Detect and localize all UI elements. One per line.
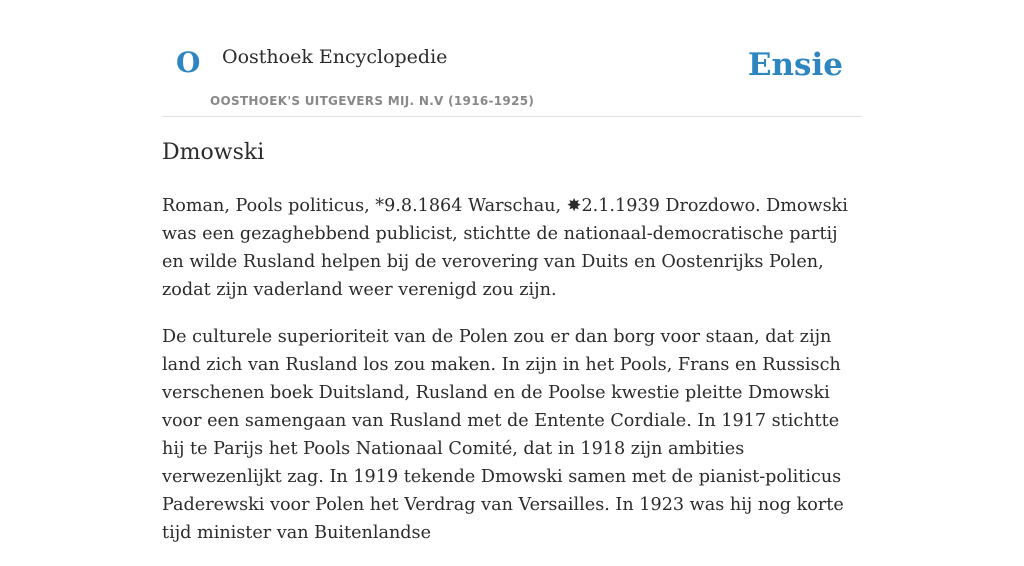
article-body: [162, 192, 862, 566]
site-header: [162, 0, 862, 117]
article-paragraph: Roman, Pools politicus, *9.8.1864 Warschau, ✸2.1.1939 Drozdowo. Dmowski was een gezaghebbend publicist, stichtte de nationaal-democratische partij en wilde Rusland helpen bij de verovering van Duits en Oostenrijks Polen, zodat zijn vaderland weer verenigd zou zijn.: [162, 196, 848, 300]
encyclopedia-title-link[interactable]: Oosthoek Encyclopedie: [222, 46, 448, 68]
article-paragraph: De culturele superioriteit van de Polen zou er dan borg voor staan, dat zijn land zich van Rusland los zou maken. In zijn in het Pools, Frans en Russisch verschenen boek Duitsland, Rusland en de Poolse kwestie pleitte Dmowski voor een samengaan van Rusland met de Entente Cordiale. In 1917 stichtte hij te Parijs het Pools Nationaal Comité, dat in 1918 zijn ambities verwezenlijkt zag. In 1919 tekende Dmowski samen met de pianist-politicus Paderewski voor Polen het Verdrag van Versailles. In 1923 was hij nog korte tijd minister van Buitenlandse: [162, 327, 844, 543]
oosthoek-logo[interactable]: O: [176, 46, 201, 79]
publisher-subtitle: OOSTHOEK'S UITGEVERS MIJ. N.V (1916-1925): [210, 94, 535, 108]
ensie-logo-link[interactable]: Ensie: [747, 47, 843, 83]
article-title: Dmowski: [162, 140, 265, 165]
page-container: [162, 0, 862, 543]
